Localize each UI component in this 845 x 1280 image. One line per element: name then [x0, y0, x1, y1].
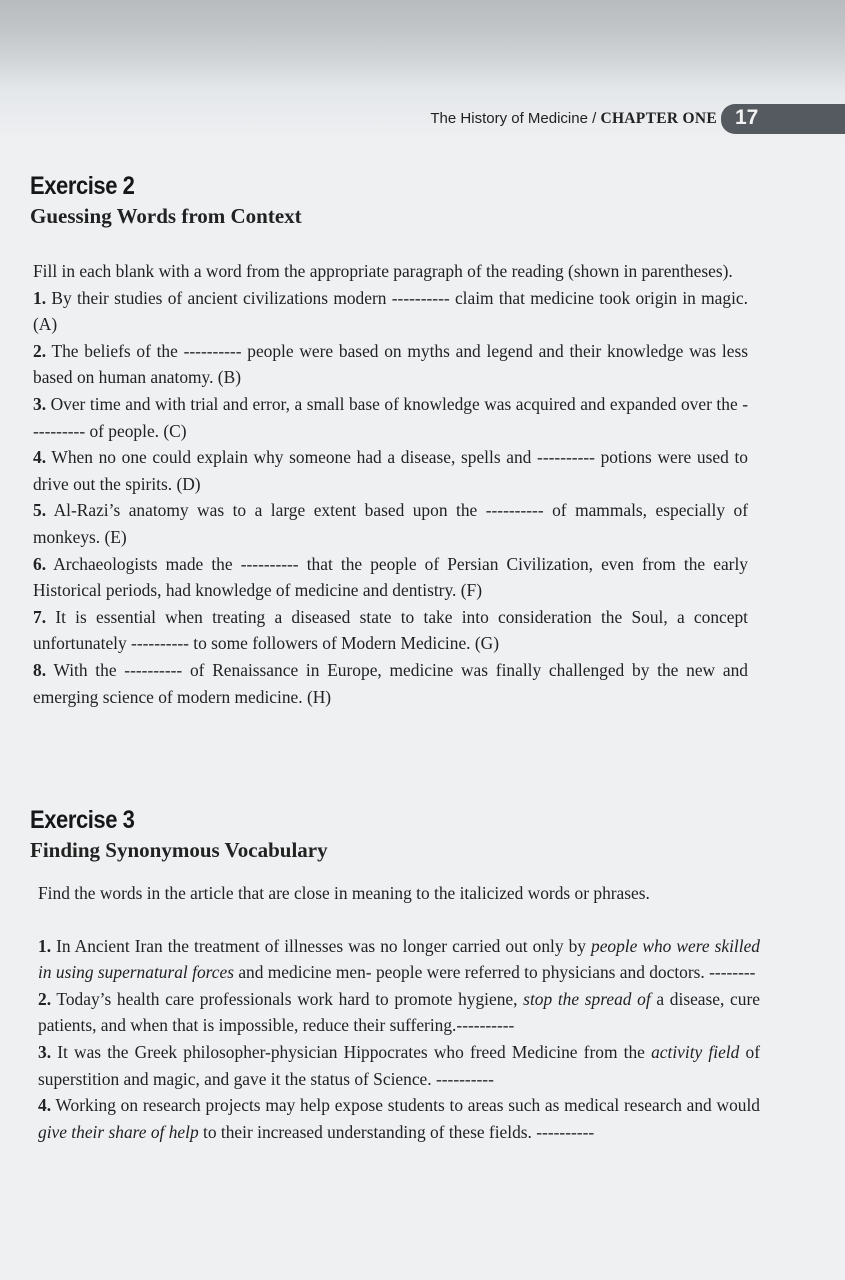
running-header [0, 104, 845, 134]
item-text: The beliefs of the ---------- people were based on myths and legend and their knowledge was less based on human anatomy. (B) [33, 340, 748, 388]
item-text: With the ---------- of Renaissance in Europe, medicine was finally challenged by the new and emerging science of modern medicine. (H) [33, 659, 748, 707]
item-text: Archaeologists made the ---------- that the people of Persian Civilization, even from the early Historical periods, had knowledge of medicine and dentistry. (F) [33, 553, 748, 601]
item-text-before: It was the Greek philosopher-physician Hippocrates who freed Medicine from the [57, 1041, 652, 1062]
item-text-before: Today’s health care professionals work hard to promote hygiene, [56, 988, 524, 1009]
exercise-3-instructions: Find the words in the article that are close in meaning to the italicized words or phrases. [38, 883, 650, 903]
exercise-2-title: Exercise 2 [30, 172, 135, 200]
item-text-after: to their increased understanding of these fields. ---------- [198, 1121, 595, 1142]
exercise-3-body [38, 880, 760, 1145]
item-number: 8. [33, 659, 47, 680]
item-text: By their studies of ancient civilizations modern ---------- claim that medicine took origin in magic. (A) [33, 287, 748, 335]
item-text-after: a disease, cure patients, and when that is impossible, reduce their suffering.---------- [38, 988, 760, 1036]
exercise-3-item [38, 933, 760, 986]
item-text: Over time and with trial and error, a small base of knowledge was acquired and expanded over the ---------- of people. (C) [33, 393, 748, 441]
exercise-3-title: Exercise 3 [30, 806, 135, 834]
exercise-3-subtitle: Finding Synonymous Vocabulary [30, 838, 328, 862]
item-text-before: Working on research projects may help expose students to areas such as medical research and would [55, 1095, 760, 1116]
item-number: 3. [38, 1041, 52, 1062]
item-number: 6. [33, 553, 47, 574]
exercise-3-item [38, 986, 760, 1039]
exercise-2-item [33, 604, 748, 657]
item-number: 2. [38, 988, 52, 1009]
exercise-3-items [38, 933, 760, 1146]
item-number: 3. [33, 393, 47, 414]
italic-phrase: give their share of help [38, 1121, 199, 1142]
exercise-2-item [33, 444, 748, 497]
exercise-2-item [33, 338, 748, 391]
exercise-2-subtitle: Guessing Words from Context [30, 204, 302, 228]
exercise-3-item [38, 1039, 760, 1092]
item-number: 2. [33, 340, 47, 361]
running-title: The History of Medicine / [430, 110, 601, 127]
exercise-3-item [38, 1092, 760, 1145]
exercise-2-body [33, 258, 748, 710]
item-number: 4. [38, 1095, 52, 1116]
exercise-2-items [33, 285, 748, 711]
exercise-2-item [33, 285, 748, 338]
italic-phrase: stop the spread of [523, 988, 651, 1009]
item-text-before: In Ancient Iran the treatment of illnesses was no longer carried out only by [56, 935, 591, 956]
item-number: 4. [33, 447, 47, 468]
exercise-2-item [33, 551, 748, 604]
exercise-2-item [33, 657, 748, 710]
item-number: 7. [33, 606, 47, 627]
page-number: 17 [735, 106, 759, 129]
item-number: 5. [33, 500, 47, 521]
item-number: 1. [38, 935, 52, 956]
header-title [430, 110, 717, 128]
italic-phrase: people who were skilled in using supernatural forces [38, 935, 760, 983]
top-shadow [0, 0, 845, 90]
item-text: When no one could explain why someone had a disease, spells and ---------- potions were used to drive out the spirits. (D) [33, 447, 748, 494]
item-text-after: and medicine men- people were referred to physicians and doctors. -------- [233, 962, 756, 983]
exercise-2-instructions: Fill in each blank with a word from the appropriate paragraph of the reading (shown in parentheses). [33, 261, 733, 281]
item-text-after: of superstition and magic, and gave it the status of Science. ---------- [38, 1041, 760, 1089]
page-number-tab [721, 104, 845, 134]
exercise-2-item [33, 391, 748, 444]
chapter-label: CHAPTER ONE [600, 110, 717, 127]
italic-phrase: activity field [651, 1041, 740, 1062]
exercise-2-item [33, 497, 748, 550]
item-text: Al-Razi’s anatomy was to a large extent based upon the ---------- of mammals, especially of monkeys. (E) [33, 500, 748, 547]
item-text: It is essential when treating a diseased state to take into consideration the Soul, a concept unfortunately ---------- to some followers of Modern Medicine. (G) [33, 606, 748, 654]
item-number: 1. [33, 287, 47, 308]
